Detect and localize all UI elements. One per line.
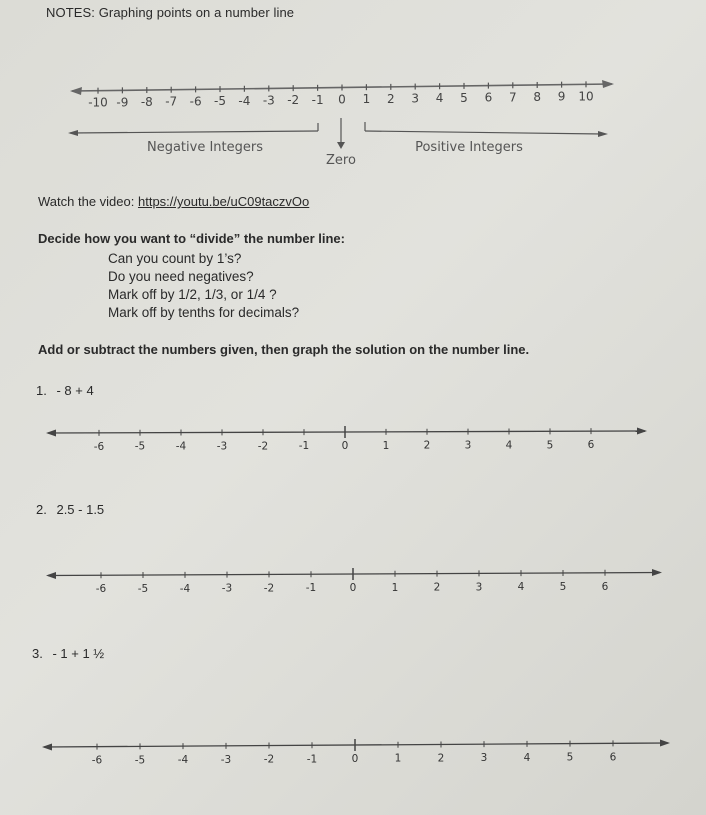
tick-label: 5 (559, 580, 567, 593)
problem-expression: - 8 + 4 (56, 383, 94, 398)
problem-2 (36, 502, 104, 517)
tick-label: 5 (460, 90, 468, 105)
tick-label: -9 (116, 95, 129, 110)
video-label: Watch the video: (38, 194, 135, 209)
tick-label: 2 (433, 581, 441, 594)
tick-label: 2 (386, 91, 395, 106)
tick-label: -3 (216, 440, 228, 453)
arrow-right-icon (637, 428, 647, 435)
tick-label: 3 (411, 91, 420, 106)
tick-label: 3 (475, 581, 483, 594)
number-line-axis (48, 431, 645, 433)
tick-label: -7 (165, 94, 178, 109)
example-number-line (0, 0, 706, 180)
tick-label: -4 (175, 440, 187, 453)
instructions: Add or subtract the numbers given, then graph the solution on the number line. (38, 342, 530, 357)
tick-label: -10 (88, 95, 108, 110)
tick-label: -2 (257, 440, 269, 453)
tick-label: 1 (382, 439, 390, 452)
divide-heading: Decide how you want to “divide” the number line: (38, 231, 345, 246)
tick-label: 6 (601, 580, 609, 593)
tick-label: -3 (220, 753, 232, 766)
tick-label: -3 (221, 582, 233, 595)
notes-title: NOTES: Graphing points on a number line (46, 5, 295, 20)
divide-item: Do you need negatives? (108, 269, 254, 284)
arrow-right-icon (598, 131, 608, 137)
tick-label: -6 (93, 440, 105, 453)
arrow-right-icon (602, 80, 614, 88)
tick-label: 1 (391, 581, 399, 594)
tick-label: -4 (179, 582, 191, 595)
number-line-axis (44, 743, 668, 747)
tick-label: 5 (566, 751, 574, 764)
tick-label: -6 (91, 754, 103, 767)
tick-label: -1 (305, 582, 317, 595)
problem-expression: - 1 + 1 ½ (52, 646, 105, 661)
tick-label: 6 (609, 751, 617, 764)
negative-integers-caption: Negative Integers (146, 140, 264, 155)
video-link[interactable]: https://youtu.be/uC09taczvOo (137, 194, 310, 209)
tick-label: 2 (423, 439, 431, 452)
problem-number: 1. (36, 383, 47, 398)
tick-label: 6 (587, 439, 595, 452)
tick-label: -2 (287, 93, 300, 108)
tick-label: 0 (349, 582, 357, 595)
arrow-down-icon (337, 142, 345, 149)
tick-label: 3 (464, 439, 472, 452)
tick-label: -5 (134, 754, 146, 767)
tick-label: 0 (341, 440, 349, 453)
tick-label: -8 (140, 95, 153, 110)
tick-label: -6 (95, 583, 107, 596)
tick-label: -4 (238, 93, 251, 108)
tick-label: -1 (298, 440, 310, 453)
video-line (38, 194, 309, 209)
arrow-left-icon (46, 572, 56, 579)
tick-label: 6 (484, 90, 493, 105)
problem-3 (32, 646, 104, 661)
tick-label: 7 (508, 90, 517, 105)
divide-item: Can you count by 1’s? (108, 251, 242, 266)
tick-label: 4 (505, 439, 513, 452)
arrow-left-icon (70, 87, 82, 95)
tick-label: 3 (480, 752, 488, 765)
practice-number-line-3[interactable] (0, 733, 706, 773)
tick-label: 4 (523, 751, 531, 764)
tick-label: 0 (338, 92, 346, 107)
practice-number-line-2[interactable] (0, 562, 706, 602)
tick-label: -1 (311, 92, 324, 107)
tick-label: 8 (533, 89, 542, 104)
practice-number-line-1[interactable] (0, 420, 706, 460)
tick-label: 10 (578, 89, 594, 104)
problem-expression: 2.5 - 1.5 (56, 502, 105, 517)
problem-1 (36, 383, 94, 398)
zero-caption: Zero (326, 153, 356, 168)
tick-label: 9 (557, 89, 566, 104)
tick-label: -5 (137, 583, 149, 596)
number-line-axis (48, 573, 660, 576)
tick-label: 1 (362, 92, 371, 107)
tick-label: 0 (351, 753, 359, 766)
tick-label: -3 (262, 93, 275, 108)
arrow-left-icon (46, 430, 56, 437)
divide-item: Mark off by 1/2, 1/3, or 1/4 ? (108, 287, 277, 302)
arrow-right-icon (652, 569, 662, 576)
negative-range-line (70, 131, 318, 133)
tick-label: -4 (177, 754, 189, 767)
tick-label: -5 (214, 94, 226, 109)
tick-label: 5 (546, 439, 554, 452)
tick-label: -1 (306, 753, 318, 766)
tick-label: 1 (394, 752, 402, 765)
divide-item: Mark off by tenths for decimals? (108, 305, 300, 320)
tick-label: -2 (263, 753, 275, 766)
tick-label: 2 (437, 752, 445, 765)
positive-integers-caption: Positive Integers (415, 140, 523, 155)
tick-label: -2 (263, 582, 275, 595)
arrow-left-icon (68, 130, 78, 136)
tick-label: -5 (134, 440, 146, 453)
problem-number: 3. (32, 646, 43, 661)
tick-label: 4 (435, 91, 444, 106)
tick-label: -6 (189, 94, 202, 109)
positive-range-line (365, 131, 603, 134)
tick-label: 4 (517, 581, 525, 594)
arrow-right-icon (660, 740, 670, 747)
problem-number: 2. (36, 502, 47, 517)
arrow-left-icon (42, 744, 52, 751)
